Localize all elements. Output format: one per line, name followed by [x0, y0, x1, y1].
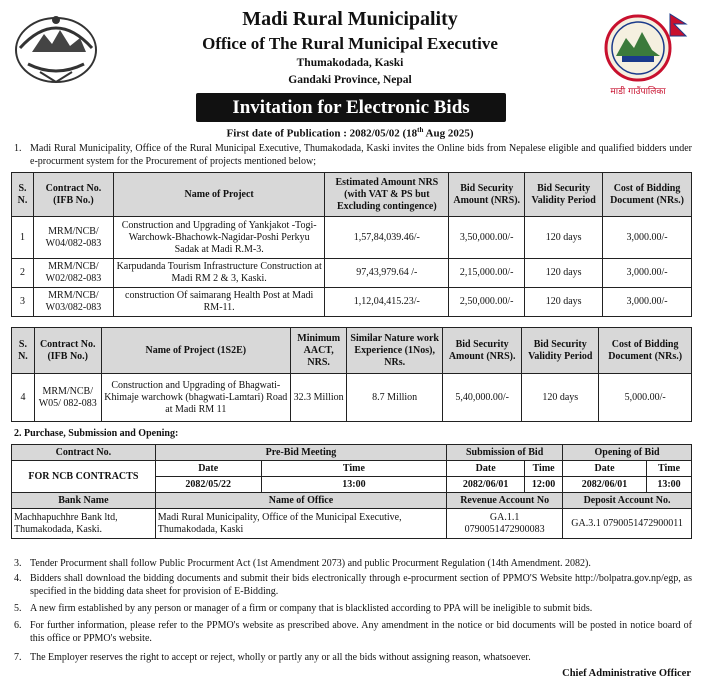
clause-number: 6. — [14, 620, 22, 631]
cell-bank-name: Machhapuchhre Bank ltd, Thumakodada, Kaski. — [12, 509, 156, 539]
col-bid-security: Bid Security Amount (NRS). — [449, 173, 525, 217]
clause-3: Tender Procurment shall follow Public Procurment Act (1st Amendment 2073) and public Procurment Regulation (14th Amendment. 2082). — [30, 558, 591, 569]
section-2-title: 2. Purchase, Submission and Opening: — [14, 428, 179, 439]
cell-time-label: Time — [646, 461, 691, 477]
cell-cost-document: 3,000.00/- — [603, 288, 692, 317]
logo-caption: माडी गाउँपालिका — [610, 87, 666, 97]
projects-table-1 — [11, 172, 692, 317]
table-header-row — [12, 445, 692, 461]
col-similar-work: Similar Nature work Experience (1Nos), NRs. — [347, 328, 443, 374]
table-header-row — [12, 173, 692, 217]
cell-cost-document: 3,000.00/- — [603, 259, 692, 288]
table-header-row — [12, 328, 692, 374]
cell-estimated-amount: 97,43,979.64 /- — [325, 259, 449, 288]
cell-contract-no: MRM/NCB/ W03/082-083 — [33, 288, 113, 317]
address-line-1: Thumakodada, Kaski — [296, 57, 404, 69]
col-submission: Submission of Bid — [447, 445, 563, 461]
municipality-name: Madi Rural Municipality — [242, 8, 458, 30]
cell-project-name: construction Of saimarang Health Post at Madi RM-11. — [113, 288, 325, 317]
table-header-row — [12, 493, 692, 509]
col-contract-no: Contract No. (IFB No.) — [34, 328, 101, 374]
cell-office-name: Madi Rural Municipality, Office of the Municipal Executive, Thumakodada, Kaski — [155, 509, 446, 539]
cell-min-aact: 32.3 Million — [291, 374, 347, 422]
clause-number: 5. — [14, 603, 22, 614]
nepal-government-emblem-icon — [10, 8, 102, 86]
col-contract-no: Contract No. — [12, 445, 156, 461]
clause-number: 1. — [14, 143, 22, 154]
table-row — [12, 374, 692, 422]
clause-number: 3. — [14, 558, 22, 569]
cell-date-label: Date — [155, 461, 261, 477]
cell-date-label: Date — [563, 461, 647, 477]
col-validity: Bid Security Validity Period — [525, 173, 603, 217]
col-cost-document: Cost of Bidding Document (NRs.) — [599, 328, 692, 374]
cell-deposit-account: GA.3.1 0790051472900011 — [563, 509, 692, 539]
cell-date-label: Date — [447, 461, 525, 477]
col-bank-name: Bank Name — [12, 493, 156, 509]
cell-bid-security: 5,40,000.00/- — [443, 374, 522, 422]
col-project-name: Name of Project (1S2E) — [101, 328, 291, 374]
office-name: Office of The Rural Municipal Executive — [202, 34, 498, 53]
intro-paragraph: Madi Rural Municipality, Office of the Rural Municipal Executive, Thumakodada, Kaski invites the Online bids from Nepalese eligible and qualified bidders under e-procurment system for the Procurement of projects mentioned below; — [30, 143, 692, 167]
cell-for-ncb: FOR NCB CONTRACTS — [12, 461, 156, 493]
table-row — [12, 288, 692, 317]
col-validity: Bid Security Validity Period — [522, 328, 599, 374]
table-row — [12, 259, 692, 288]
cell-sub-time: 12:00 — [525, 477, 563, 493]
cell-open-date: 2082/06/01 — [563, 477, 647, 493]
cell-time-label: Time — [525, 461, 563, 477]
cell-sn: 1 — [12, 217, 34, 259]
cell-contract-no: MRM/NCB/ W05/ 082-083 — [34, 374, 101, 422]
col-deposit-account: Deposit Account No. — [563, 493, 692, 509]
cell-open-time: 13:00 — [646, 477, 691, 493]
cell-validity: 120 days — [522, 374, 599, 422]
projects-table-2 — [11, 327, 692, 422]
cell-project-name: Construction and Upgrading of Bhagwati-Khimaje warchowk (bhagwati-Lamtari) Road at Madi RM 11 — [101, 374, 291, 422]
cell-validity: 120 days — [525, 288, 603, 317]
publication-date: First date of Publication : 2082/05/02 (18th Aug 2025) — [226, 126, 474, 140]
col-pre-bid: Pre-Bid Meeting — [155, 445, 446, 461]
col-cost-document: Cost of Bidding Document (NRs.) — [603, 173, 692, 217]
col-sn: S. N. — [12, 328, 35, 374]
cell-contract-no: MRM/NCB/ W02/082-083 — [33, 259, 113, 288]
col-opening: Opening of Bid — [563, 445, 692, 461]
cell-cost-document: 3,000.00/- — [603, 217, 692, 259]
col-office-name: Name of Office — [155, 493, 446, 509]
cell-pre-date: 2082/05/22 — [155, 477, 261, 493]
cell-sn: 2 — [12, 259, 34, 288]
col-bid-security: Bid Security Amount (NRS). — [443, 328, 522, 374]
clause-number: 4. — [14, 573, 22, 584]
cell-sub-date: 2082/06/01 — [447, 477, 525, 493]
clause-4: Bidders shall download the bidding documents and submit their bids electronically through e-procurment section of PPMO'S Website http://bolpatra.gov.np/egp, as specified in the bidding data sheet for provision of E-Bidding. — [30, 573, 692, 597]
cell-sn: 3 — [12, 288, 34, 317]
cell-validity: 120 days — [525, 259, 603, 288]
col-estimated-amount: Estimated Amount NRS (with VAT & PS but Excluding contingence) — [325, 173, 449, 217]
cell-similar-work: 8.7 Million — [347, 374, 443, 422]
address-line-2: Gandaki Province, Nepal — [288, 74, 412, 86]
cell-sn: 4 — [12, 374, 35, 422]
clause-7: The Employer reserves the right to accept or reject, wholly or partly any or all the bids without assigning reason, whatsoever. — [30, 652, 531, 663]
cell-project-name: Construction and Upgrading of Yankjakot -Togi-Warchowk-Bhachowk-Nagidar-Poshi Perkyu Sadak at Madi R.M-3. — [113, 217, 325, 259]
col-revenue-account: Revenue Account No — [447, 493, 563, 509]
madi-municipality-logo-icon — [592, 6, 692, 102]
cell-revenue-account: GA.1.1 0790051472900083 — [447, 509, 563, 539]
cell-pre-time: 13:00 — [261, 477, 447, 493]
clause-number: 7. — [14, 652, 22, 663]
notice-title-banner: Invitation for Electronic Bids — [196, 93, 506, 122]
col-project-name: Name of Project — [113, 173, 325, 217]
table-row — [12, 509, 692, 539]
col-min-aact: Minimum AACT, NRS. — [291, 328, 347, 374]
clause-5: A new firm established by any person or manager of a firm or company that is blacklisted according to PPA will be ineligible to submit bids. — [30, 603, 593, 614]
cell-bid-security: 2,50,000.00/- — [449, 288, 525, 317]
signature-title: Chief Administrative Officer — [562, 668, 691, 679]
cell-bid-security: 3,50,000.00/- — [449, 217, 525, 259]
table-subheader-row — [12, 461, 692, 477]
cell-project-name: Karpudanda Tourism Infrastructure Construction at Madi RM 2 & 3, Kaski. — [113, 259, 325, 288]
cell-estimated-amount: 1,57,84,039.46/- — [325, 217, 449, 259]
cell-time-label: Time — [261, 461, 447, 477]
col-contract-no: Contract No. (IFB No.) — [33, 173, 113, 217]
cell-bid-security: 2,15,000.00/- — [449, 259, 525, 288]
cell-contract-no: MRM/NCB/ W04/082-083 — [33, 217, 113, 259]
cell-validity: 120 days — [525, 217, 603, 259]
purchase-submission-table — [11, 444, 692, 539]
cell-estimated-amount: 1,12,04,415.23/- — [325, 288, 449, 317]
cell-cost-document: 5,000.00/- — [599, 374, 692, 422]
clause-6: For further information, please refer to the PPMO's website as prescribed above. Any amendment in the notice or bid documents will be posted in notice board of this office or PPMO's website. — [30, 620, 692, 644]
table-row — [12, 217, 692, 259]
col-sn: S. N. — [12, 173, 34, 217]
